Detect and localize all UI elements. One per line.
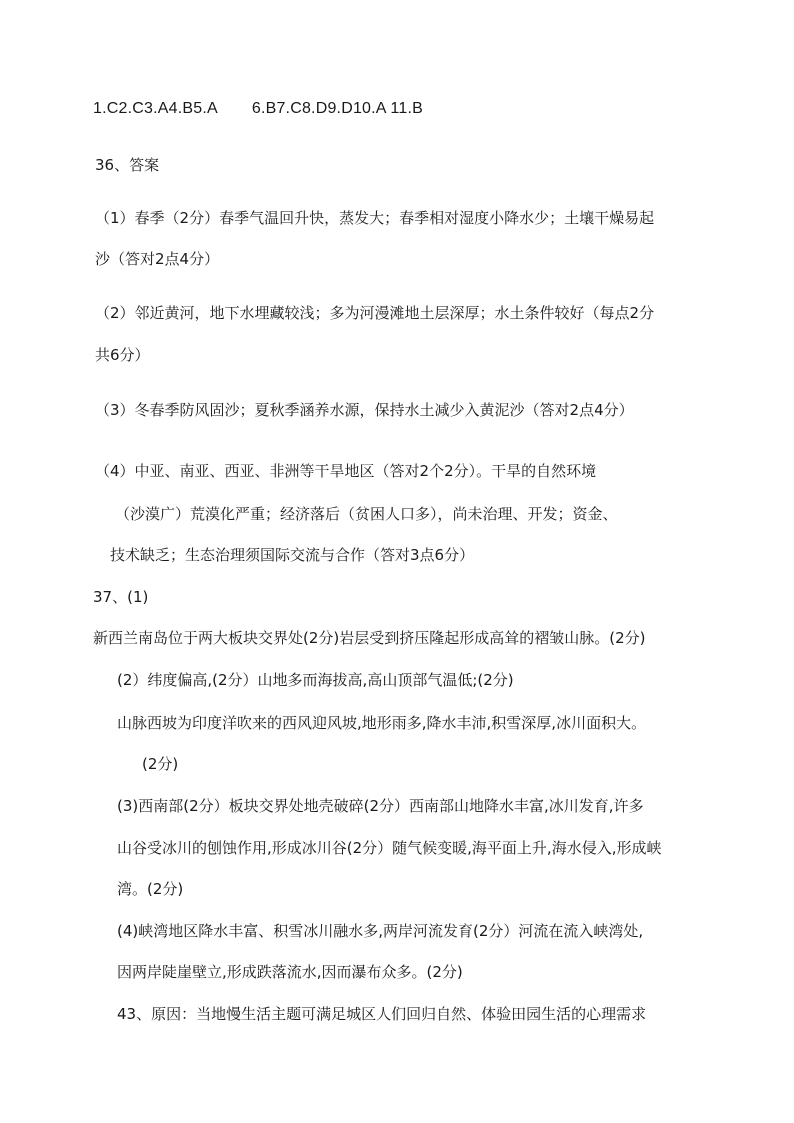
q43-line1: 43、原因：当地慢生活主题可满足城区人们回归自然、体验田园生活的心理需求	[117, 1005, 647, 1023]
q36-answer2-line1: （2）邻近黄河，地下水埋藏较浅；多为河漫滩地土层深厚；水土条件较好（每点2分	[95, 304, 655, 322]
q36-answer3-line1: （3）冬春季防风固沙；夏秋季涵养水源，保持水土减少入黄泥沙（答对2点4分）	[95, 401, 634, 419]
q36-answer1-line2: 沙（答对2点4分）	[95, 250, 220, 268]
q37-answer1-line1: 新西兰南岛位于两大板块交界处(2分)岩层受到挤压隆起形成高耸的褶皱山脉。(2分)	[93, 629, 646, 647]
q37-answer3-line3: 湾。(2分)	[117, 880, 184, 898]
q37-answer3-line1: (3)西南部(2分）板块交界处地壳破碎(2分）西南部山地降水丰富,冰川发育,许多	[117, 797, 644, 815]
q36-answer4-line2: （沙漠广）荒漠化严重；经济落后（贫困人口多），尚未治理、开发；资金、	[115, 505, 618, 523]
q36-answer4-line1: （4）中亚、南亚、西亚、非洲等干旱地区（答对2个2分）。干旱的自然环境	[95, 462, 597, 480]
q37-answer3-line2: 山谷受冰川的刨蚀作用,形成冰川谷(2分）随气候变暖,海平面上升,海水侵入,形成峡	[117, 839, 662, 857]
q36-heading: 36、答案	[95, 156, 160, 174]
q36-answer4-line3: 技术缺乏；生态治理须国际交流与合作（答对3点6分）	[110, 546, 475, 564]
mc-answers-line	[93, 99, 423, 119]
q37-answer4-line2: 因两岸陡崖壁立,形成跌落流水,因而瀑布众多。(2分)	[117, 963, 463, 981]
mc-answers-part1: 1.C2.C3.A4.B5.A	[93, 100, 218, 117]
q37-answer2-line2: 山脉西坡为印度洋吹来的西风迎风坡,地形雨多,降水丰沛,积雪深厚,冰川面积大。	[117, 714, 647, 732]
q37-answer2-line1: (2）纬度偏高,(2分）山地多而海拔高,高山顶部气温低;(2分)	[117, 671, 514, 689]
q37-answer2-line3: (2分)	[142, 755, 179, 773]
q37-heading: 37、(1)	[93, 588, 149, 606]
mc-answers-part2: 6.B7.C8.D9.D10.A 11.B	[251, 100, 423, 117]
q37-answer4-line1: (4)峡湾地区降水丰富、积雪冰川融水多,两岸河流发育(2分）河流在流入峡湾处,	[117, 922, 644, 940]
q36-answer2-line2: 共6分）	[95, 346, 150, 364]
q36-answer1-line1: （1）春季（2分）春季气温回升快，蒸发大；春季相对湿度小降水少；土壤干燥易起	[95, 209, 655, 227]
